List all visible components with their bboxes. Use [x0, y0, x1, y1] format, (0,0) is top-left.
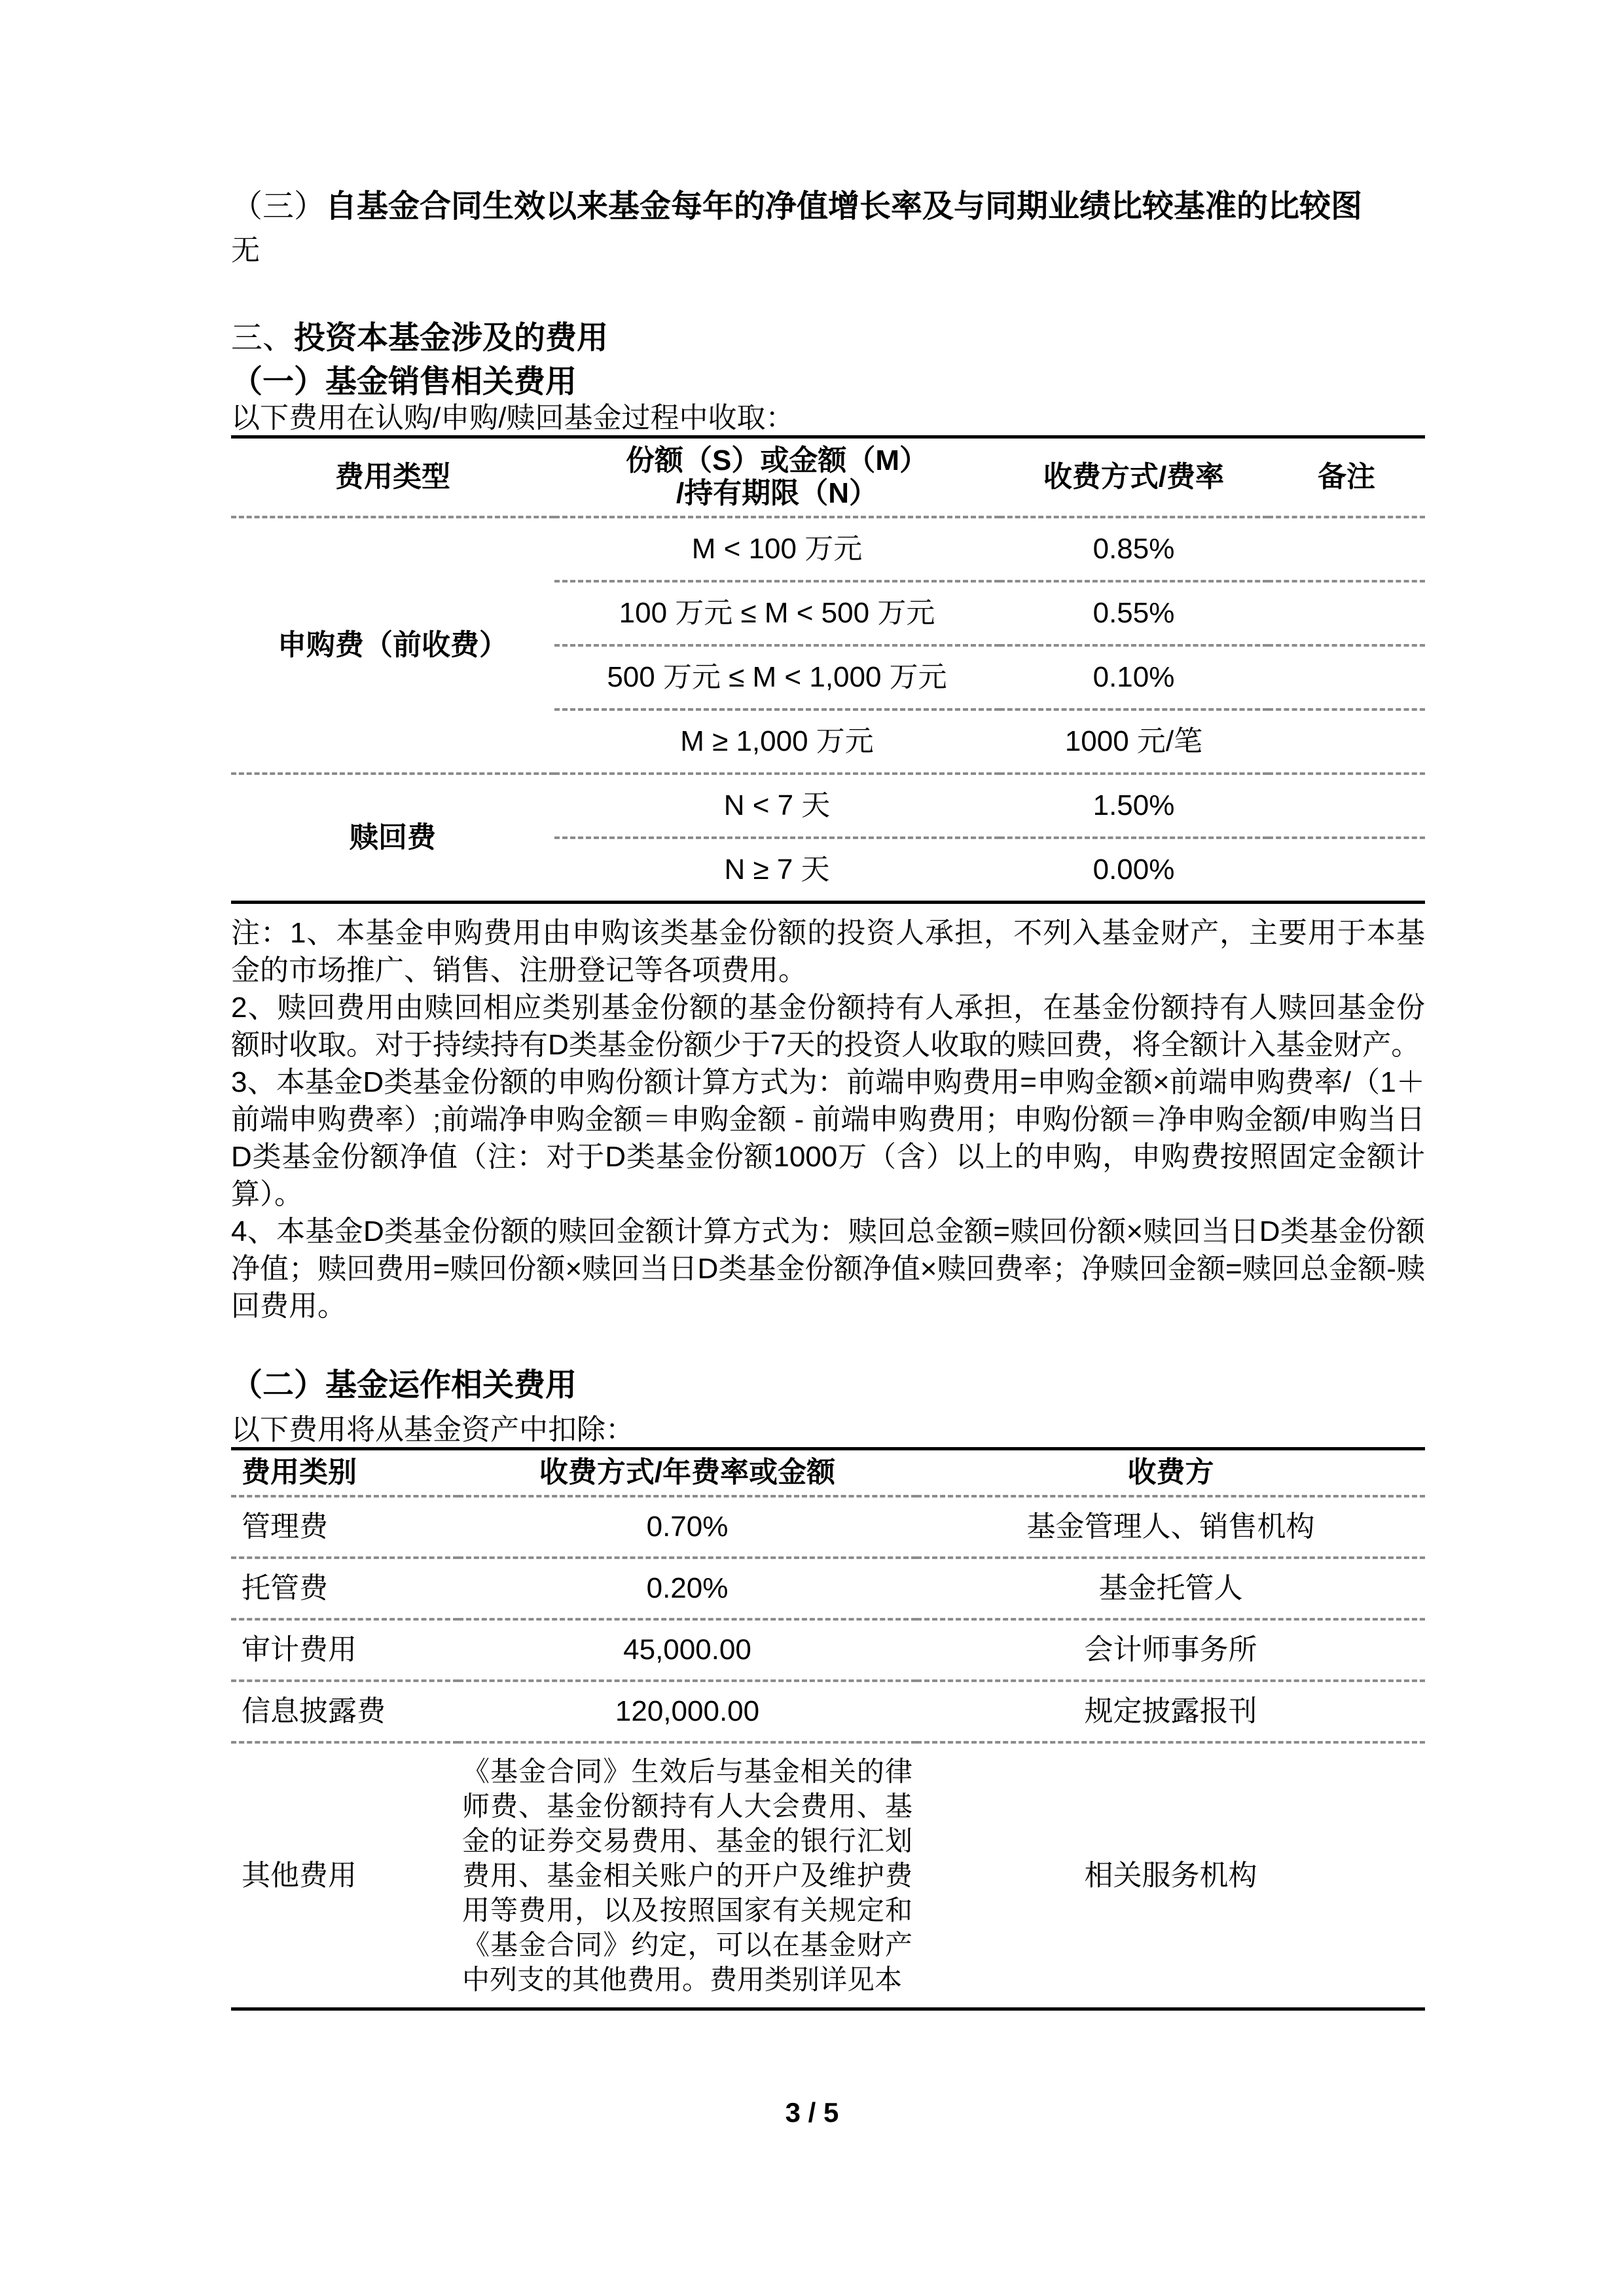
header-charge-method: 收费方式/年费率或金额 — [458, 1449, 916, 1497]
remark-cell — [1268, 709, 1425, 774]
operation-fee-table — [231, 1447, 1425, 2011]
payee-cell: 会计师事务所 — [916, 1619, 1425, 1681]
note-4: 4、本基金D类基金份额的赎回金额计算方式为：赎回总金额=赎回份额×赎回当日D类基金份额净值；赎回费用=赎回份额×赎回当日D类基金份额净值×赎回费率；净赎回金额=赎回总金额-赎回费用。 — [231, 1215, 1425, 1322]
category-cell: 审计费用 — [231, 1619, 458, 1681]
range-cell: N < 7 天 — [554, 774, 1000, 838]
heading-section-3-title: 自基金合同生效以来基金每年的净值增长率及与同期业绩比较基准的比较图 — [325, 189, 1363, 224]
table-row — [231, 1619, 1425, 1681]
rate-cell: 45,000.00 — [458, 1619, 916, 1681]
rate-cell: 0.70% — [458, 1496, 916, 1558]
payee-cell: 基金管理人、销售机构 — [916, 1496, 1425, 1558]
rate-cell: 0.10% — [1000, 645, 1268, 709]
remark-cell — [1268, 838, 1425, 903]
range-cell: M < 100 万元 — [554, 517, 1000, 581]
remark-cell — [1268, 645, 1425, 709]
sales-fee-header-row — [231, 437, 1425, 518]
table-row — [231, 517, 1425, 581]
rate-cell: 120,000.00 — [458, 1681, 916, 1742]
payee-cell: 规定披露报刊 — [916, 1681, 1425, 1742]
heading-section-3-number: （三） — [231, 189, 326, 224]
page-content — [231, 0, 1425, 2011]
rate-cell: 0.00% — [1092, 853, 1175, 886]
header-fee-category: 费用类别 — [231, 1449, 458, 1497]
note-1: 注：1、本基金申购费用由申购该类基金份额的投资人承担，不列入基金财产，主要用于本基金的市场推广、销售、注册登记等各项费用。 — [231, 917, 1425, 986]
heading-fees — [231, 319, 1425, 357]
rate-cell: 1.50% — [1000, 774, 1268, 838]
rate-cell: 0.20% — [458, 1558, 916, 1619]
rate-cell: 1000 元/笔 — [1000, 709, 1268, 774]
heading-section-3 — [231, 188, 1425, 225]
remark-cell — [1268, 517, 1425, 581]
category-cell: 托管费 — [231, 1558, 458, 1619]
header-amount-line1: 份额（S）或金额（M） — [626, 444, 928, 476]
range-cell: 100 万元 ≤ M < 500 万元 — [554, 581, 1000, 645]
heading-operation-fees: （二）基金运作相关费用 — [231, 1368, 577, 1403]
payee-cell: 基金托管人 — [916, 1558, 1425, 1619]
rate-cell: 0.55% — [1000, 581, 1268, 645]
table-row — [231, 1742, 1425, 2009]
range-cell: M ≥ 1,000 万元 — [554, 709, 1000, 774]
category-cell: 其他费用 — [242, 1859, 357, 1892]
heading-sales-fees: （一）基金销售相关费用 — [231, 365, 577, 399]
table-row — [231, 1496, 1425, 1558]
header-remark: 备注 — [1268, 437, 1425, 518]
header-rate: 收费方式/费率 — [1000, 437, 1268, 518]
note-3: 3、本基金D类基金份额的申购份额计算方式为：前端申购费用=申购金额×前端申购费率/（1＋前端申购费率）;前端净申购金额＝申购金额 - 前端申购费用；申购份额＝净申购金额/申购当日D类基金份额净值（注：对于D类基金份额1000万（含）以上的申购，申购费按照固定金额计算）。 — [231, 1066, 1425, 1210]
remark-cell — [1268, 581, 1425, 645]
sales-fee-table — [231, 435, 1425, 904]
table-row — [231, 1558, 1425, 1619]
range-cell: N ≥ 7 天 — [724, 853, 830, 886]
other-fees-description-cell: 《基金合同》生效后与基金相关的律师费、基金份额持有人大会费用、基金的证券交易费用、基金的银行汇划费用、基金相关账户的开户及维护费用等费用，以及按照国家有关规定和《基金合同》约定，可以在基金财产中列支的其他费用。费用类别详见本 — [462, 1756, 912, 1995]
group-cell-subscription-fee: 申购费（前收费） — [231, 517, 554, 774]
header-amount-line2: /持有期限（N） — [676, 477, 878, 509]
payee-cell: 相关服务机构 — [1084, 1859, 1257, 1892]
heading-fees-number: 三、 — [231, 321, 295, 355]
rate-cell: 0.85% — [1000, 517, 1268, 581]
table-notes — [231, 914, 1425, 1325]
heading-fees-title: 投资本基金涉及的费用 — [294, 321, 609, 355]
category-cell: 管理费 — [231, 1496, 458, 1558]
paragraph-none: 无 — [231, 234, 260, 266]
header-payee: 收费方 — [916, 1449, 1425, 1497]
sales-fees-intro: 以下费用在认购/申购/赎回基金过程中收取： — [231, 402, 795, 434]
category-cell: 信息披露费 — [231, 1681, 458, 1742]
operation-fee-header-row — [231, 1449, 1425, 1497]
operation-fees-intro: 以下费用将从基金资产中扣除： — [231, 1414, 634, 1446]
header-fee-type: 费用类型 — [231, 437, 554, 518]
remark-cell — [1268, 774, 1425, 838]
header-amount — [554, 437, 1000, 518]
note-2: 2、赎回费用由赎回相应类别基金份额的基金份额持有人承担，在基金份额持有人赎回基金份额时收取。对于持续持有D类基金份额少于7天的投资人收取的赎回费，将全额计入基金财产。 — [231, 992, 1425, 1061]
table-row — [231, 1681, 1425, 1742]
group-cell-redemption-fee: 赎回费 — [350, 821, 436, 853]
table-row — [231, 774, 1425, 838]
range-cell: 500 万元 ≤ M < 1,000 万元 — [554, 645, 1000, 709]
page-number: 3 / 5 — [785, 2097, 839, 2128]
